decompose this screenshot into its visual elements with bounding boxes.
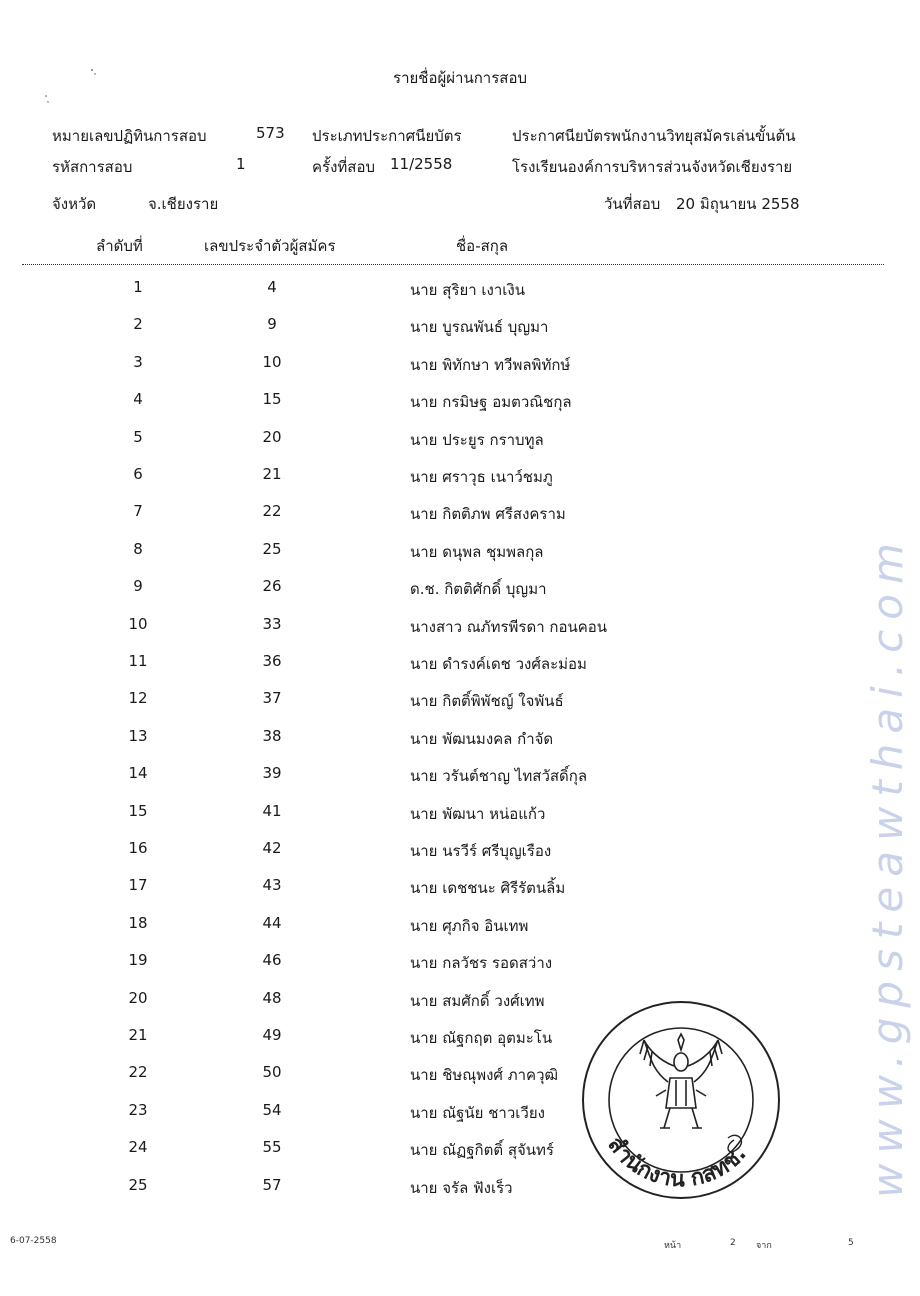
round-value: 11/2558 <box>390 155 453 173</box>
table-row <box>0 652 920 682</box>
footer-page-number: 2 <box>730 1238 736 1248</box>
exam-code-value: 1 <box>236 155 246 173</box>
row-name: นาย ณัฐกฤต อุตมะโน <box>410 1029 553 1047</box>
row-applicant-id: 33 <box>262 615 282 633</box>
row-order: 20 <box>128 989 148 1007</box>
table-row <box>0 390 920 420</box>
row-order: 6 <box>133 465 143 483</box>
table-row <box>0 577 920 607</box>
table-row <box>0 465 920 495</box>
row-name: นาย กลวัชร รอดสว่าง <box>410 954 553 972</box>
row-applicant-id: 54 <box>262 1101 282 1119</box>
svg-text:สำนักงาน กสทช. <box>602 1132 751 1192</box>
row-order: 24 <box>128 1138 148 1156</box>
row-name: นาย ศราวุธ เนาว์ชมภู <box>410 468 553 486</box>
row-applicant-id: 26 <box>262 577 282 595</box>
row-applicant-id: 22 <box>262 502 282 520</box>
row-applicant-id: 49 <box>262 1026 282 1044</box>
row-name: นาย จรัล ฟังเร็ว <box>410 1179 513 1197</box>
footer-total-pages: 5 <box>848 1238 854 1248</box>
row-name: นาย ศุภกิจ อินเทพ <box>410 917 529 935</box>
cert-type-label: ประเภทประกาศนียบัตร <box>312 127 462 145</box>
row-name: นาย บูรณพันธ์ บุญมา <box>410 318 549 336</box>
row-order: 5 <box>133 428 143 446</box>
exam-number-label: หมายเลขปฏิทินการสอบ <box>52 127 207 145</box>
watermark-text: www.gpsteawthai.com <box>863 533 912 1198</box>
row-order: 17 <box>128 876 148 894</box>
footer-of-label: จาก <box>756 1241 772 1251</box>
round-label: ครั้งที่สอบ <box>312 158 375 176</box>
exam-number-value: 573 <box>256 124 285 142</box>
page-title: รายชื่อผู้ผ่านการสอบ <box>393 69 527 87</box>
row-applicant-id: 50 <box>262 1063 282 1081</box>
row-applicant-id: 20 <box>262 428 282 446</box>
col-header-applicant-id: เลขประจำตัวผู้สมัคร <box>204 237 336 255</box>
row-name: นาย นรวีร์ ศรีบุญเรือง <box>410 842 552 860</box>
row-name: นาย เดชชนะ ศิรีรัตนลิ้ม <box>410 879 566 897</box>
exam-code-label: รหัสการสอบ <box>52 158 133 176</box>
cert-name: ประกาศนียบัตรพนักงานวิทยุสมัครเล่นขั้นต้น <box>512 127 796 145</box>
row-name: นาย กิตติภพ ศรีสงคราม <box>410 505 566 523</box>
row-applicant-id: 57 <box>262 1176 282 1194</box>
row-name: นาย กรมิษฐ อมตวณิชกุล <box>410 393 572 411</box>
row-order: 4 <box>133 390 143 408</box>
row-order: 10 <box>128 615 148 633</box>
row-applicant-id: 15 <box>262 390 282 408</box>
table-row <box>0 689 920 719</box>
row-applicant-id: 25 <box>262 540 282 558</box>
row-name: นาย ดำรงค์เดช วงศ์ละม่อม <box>410 655 587 673</box>
row-order: 14 <box>128 764 148 782</box>
province-label: จังหวัด <box>52 195 97 213</box>
table-row <box>0 315 920 345</box>
row-applicant-id: 42 <box>262 839 282 857</box>
row-order: 9 <box>133 577 143 595</box>
row-order: 11 <box>128 652 148 670</box>
row-order: 23 <box>128 1101 148 1119</box>
row-order: 15 <box>128 802 148 820</box>
table-row <box>0 802 920 832</box>
row-name: นาย ชิษณุพงศ์ ภาควุฒิ <box>410 1066 559 1084</box>
table-row <box>0 951 920 981</box>
province-value: จ.เชียงราย <box>148 195 219 213</box>
row-name: นาย สุริยา เงาเงิน <box>410 281 526 299</box>
row-name: นาย พิทักษา ทวีพลพิทักษ์ <box>410 356 571 374</box>
row-name: นาย กิตติ์พิพัชญ์ ใจพันธ์ <box>410 692 564 710</box>
row-applicant-id: 48 <box>262 989 282 1007</box>
row-applicant-id: 10 <box>262 353 282 371</box>
row-name: นาย พัฒนมงคล กำจัด <box>410 730 554 748</box>
row-order: 12 <box>128 689 148 707</box>
row-name: นางสาว ณภัทรพีรดา กอนคอน <box>410 618 608 636</box>
row-name: ด.ช. กิตติศักดิ์ บุญมา <box>410 580 547 598</box>
row-order: 7 <box>133 502 143 520</box>
table-row <box>0 428 920 458</box>
row-name: นาย ณัฐนัย ชาวเวียง <box>410 1104 545 1122</box>
row-applicant-id: 36 <box>262 652 282 670</box>
row-name: นาย ประยูร กราบทูล <box>410 431 544 449</box>
row-name: นาย พัฒนา หน่อแก้ว <box>410 805 546 823</box>
table-row <box>0 615 920 645</box>
row-order: 2 <box>133 315 143 333</box>
row-name: นาย วรันต์ชาญ ไทสวัสดิ์กุล <box>410 767 588 785</box>
row-applicant-id: 39 <box>262 764 282 782</box>
row-applicant-id: 44 <box>262 914 282 932</box>
office-seal <box>578 1000 784 1204</box>
header-divider <box>22 264 884 265</box>
row-applicant-id: 4 <box>267 278 277 296</box>
row-applicant-id: 41 <box>262 802 282 820</box>
table-row <box>0 764 920 794</box>
row-order: 21 <box>128 1026 148 1044</box>
exam-date-label: วันที่สอบ <box>604 195 661 213</box>
row-name: นาย สมศักดิ์ วงศ์เทพ <box>410 992 545 1010</box>
footer-date: 6-07-2558 <box>10 1236 57 1246</box>
row-applicant-id: 43 <box>262 876 282 894</box>
row-applicant-id: 55 <box>262 1138 282 1156</box>
venue: โรงเรียนองค์การบริหารส่วนจังหวัดเชียงราย <box>512 158 793 176</box>
row-order: 19 <box>128 951 148 969</box>
seal-text: สำนักงาน กสทช. <box>602 1132 752 1193</box>
table-row <box>0 839 920 869</box>
row-name: นาย ดนุพล ชุมพลกุล <box>410 543 544 561</box>
row-name: นาย ณัฏฐกิตติ์ สุจันทร์ <box>410 1141 554 1159</box>
table-row <box>0 727 920 757</box>
table-row <box>0 914 920 944</box>
row-applicant-id: 46 <box>262 951 282 969</box>
row-order: 22 <box>128 1063 148 1081</box>
row-order: 1 <box>133 278 143 296</box>
row-order: 18 <box>128 914 148 932</box>
row-order: 25 <box>128 1176 148 1194</box>
row-order: 16 <box>128 839 148 857</box>
row-applicant-id: 21 <box>262 465 282 483</box>
exam-date-value: 20 มิถุนายน 2558 <box>676 195 800 213</box>
footer-page-label: หน้า <box>664 1241 682 1251</box>
watermark <box>863 98 912 1198</box>
row-order: 3 <box>133 353 143 371</box>
col-header-name: ชื่อ-สกุล <box>456 237 509 255</box>
row-order: 13 <box>128 727 148 745</box>
table-row <box>0 353 920 383</box>
table-row <box>0 502 920 532</box>
col-header-order: ลำดับที่ <box>96 237 143 255</box>
table-row <box>0 540 920 570</box>
table-row <box>0 278 920 308</box>
row-applicant-id: 37 <box>262 689 282 707</box>
row-applicant-id: 38 <box>262 727 282 745</box>
row-order: 8 <box>133 540 143 558</box>
table-row <box>0 876 920 906</box>
row-applicant-id: 9 <box>267 315 277 333</box>
